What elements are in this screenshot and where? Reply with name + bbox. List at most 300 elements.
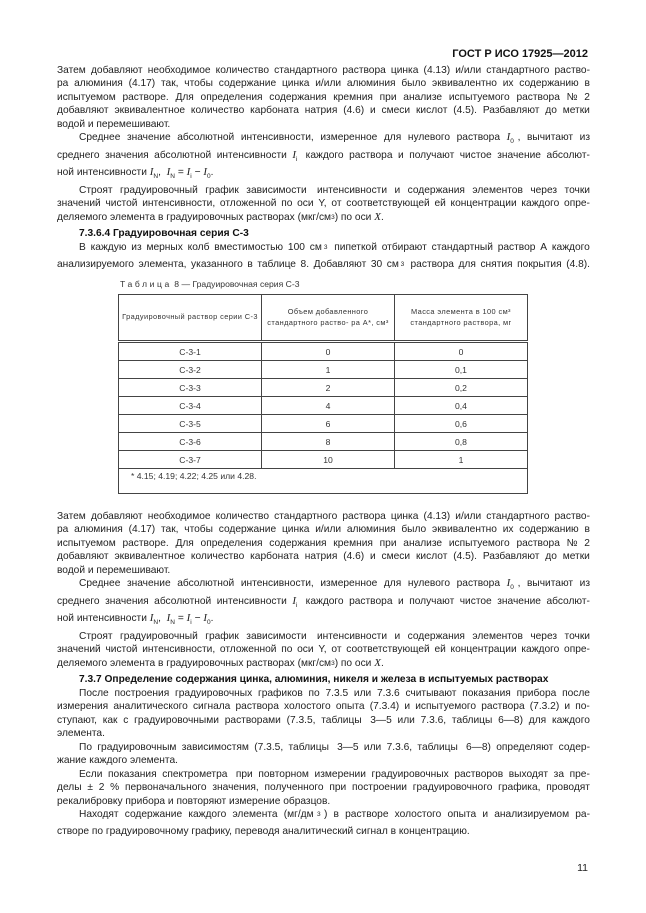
word: и [370, 105, 379, 117]
variable: I [203, 166, 208, 179]
text-line [57, 795, 590, 808]
word: колб [187, 241, 213, 253]
text-line [57, 510, 590, 523]
word: смеси [381, 551, 413, 563]
word: построения [114, 687, 173, 699]
word: эквивалентное [114, 105, 188, 117]
word: чистой [105, 198, 141, 210]
word: абсолютной [154, 149, 215, 161]
word: делы [57, 782, 85, 794]
word: за [553, 768, 567, 780]
text-run: . [210, 613, 214, 625]
variable: I [186, 166, 191, 179]
variable: I [506, 131, 511, 144]
word: интенсивности [316, 630, 390, 642]
word: опыта [447, 809, 480, 820]
text-line [57, 64, 590, 77]
word: с [123, 714, 132, 726]
word: для [383, 132, 405, 144]
variable: X [374, 210, 381, 223]
word: растворе. [122, 91, 172, 103]
variable: I [506, 577, 511, 590]
word: градуировочный [120, 184, 201, 196]
word: каждую [90, 241, 130, 253]
word: Добавляют [313, 258, 370, 270]
math-symbol [507, 577, 514, 594]
word: из [579, 132, 590, 144]
word: от [331, 198, 345, 210]
word: Строят [79, 184, 116, 196]
word: было [401, 78, 430, 90]
word: А [540, 241, 550, 253]
word: градуировочными [134, 714, 222, 726]
word: показания [108, 768, 160, 780]
word: спектрометра [162, 768, 234, 780]
word: количество [190, 551, 248, 563]
text-run: . [380, 657, 384, 669]
word: концентрации [450, 198, 520, 210]
word: измерения [57, 701, 112, 713]
word: интенсивности, [142, 198, 218, 210]
word: и [394, 630, 404, 642]
word: зависимостям [181, 741, 252, 753]
word: опыта [335, 701, 368, 713]
word: каждого [551, 714, 590, 726]
word: получают [409, 149, 458, 161]
word: интенсивности, [142, 644, 218, 656]
word: 2 [584, 537, 590, 549]
word: цинка [281, 78, 313, 90]
superscript: 3 [331, 659, 335, 667]
variable: I [166, 612, 171, 625]
table-cell: 1 [262, 361, 395, 379]
variable: I [186, 612, 191, 625]
word: содержание [218, 78, 279, 90]
word: аналитического [113, 701, 191, 713]
word: как [102, 714, 121, 726]
math-symbol [401, 258, 405, 275]
table-cell: 0,1 [395, 361, 528, 379]
word: содержание [124, 809, 185, 820]
word: стандартного [486, 65, 553, 76]
table-header-row [119, 295, 528, 342]
word [300, 149, 303, 166]
word: чистое [459, 595, 495, 607]
word: раствора [235, 701, 282, 713]
text-run: − [191, 613, 204, 625]
word: (4.6) [343, 551, 367, 563]
word: оси [297, 644, 317, 656]
subscript: i [190, 173, 192, 181]
word: нулевого [407, 578, 453, 590]
section-heading: 7.3.7 Определение содержания цинка, алюминия, никеля и железа в испытуемых растворах [79, 674, 549, 686]
table-cell: 4 [262, 397, 395, 415]
word: анализе [403, 91, 445, 103]
word: (4.13) [423, 65, 453, 76]
word: раствора [456, 578, 503, 590]
word: абсолют- [546, 595, 590, 607]
word: добавляют [90, 511, 146, 522]
word: для [458, 258, 479, 270]
word: эквивалентно [432, 524, 500, 536]
word: из [131, 241, 145, 253]
math-symbol [150, 612, 158, 629]
word: Y, [318, 198, 330, 210]
word: 3—5 [370, 714, 395, 726]
text-line [57, 657, 590, 674]
word: измеренное [320, 132, 381, 144]
word: считывают [405, 687, 460, 699]
word: цинка [281, 524, 313, 536]
word: испытуемом [57, 537, 119, 549]
word: градуировочных [175, 687, 256, 699]
text-line [57, 630, 590, 643]
word: так, [160, 524, 182, 536]
subscript: i [296, 601, 298, 609]
word: алюминия [74, 524, 126, 536]
word: анализируемого [57, 258, 137, 270]
word: абсолютной [177, 132, 238, 144]
word: , [517, 578, 524, 590]
word: для [383, 578, 405, 590]
word: (4.6) [343, 105, 367, 117]
word: ра [57, 78, 72, 90]
word: ступают, [57, 714, 100, 726]
table-caption-label: Таблица [120, 279, 172, 289]
word: анализе [403, 537, 445, 549]
math-symbol [203, 166, 210, 183]
subscript: 0 [510, 584, 514, 592]
text-run: водой и перемешивают. [57, 564, 171, 576]
word: нулевого [407, 132, 453, 144]
word: холостого [394, 809, 445, 820]
word: растворе [345, 809, 392, 820]
word: отбирают [381, 241, 430, 253]
word: градуировочного [412, 782, 496, 794]
table-caption-text: 8 — Градуировочная серия С-3 [171, 279, 300, 289]
word: абсолют- [546, 149, 590, 161]
word: градуировочным [97, 741, 180, 753]
word: для [528, 714, 549, 726]
word: По [79, 741, 95, 753]
word: содер- [558, 741, 590, 753]
word: 8. [300, 258, 312, 270]
text-run: , [158, 167, 167, 179]
word: 30 [370, 258, 385, 270]
word: количество [190, 105, 248, 117]
text-line [57, 118, 590, 131]
text-run: . [380, 211, 384, 223]
word: концентрации [450, 644, 520, 656]
word: содержания [407, 630, 468, 642]
table-cell: С-3-3 [119, 379, 262, 397]
word: среднего [57, 595, 103, 607]
word: цинка [390, 65, 422, 76]
math-symbol [317, 808, 321, 825]
word: значений [57, 644, 104, 656]
word: натрия [304, 551, 341, 563]
word: раство- [554, 65, 590, 76]
word: Затем [57, 511, 89, 522]
text-line [57, 258, 590, 275]
word: элементов [472, 630, 526, 642]
table-cell: 1 [395, 451, 528, 469]
word: цинка [390, 511, 422, 522]
word: (7.3.2) [529, 701, 563, 713]
word: определяют [496, 741, 557, 753]
word: от [331, 644, 345, 656]
word: было [401, 524, 430, 536]
table-row [119, 415, 528, 433]
word: содержание [218, 524, 279, 536]
text-run: . [210, 167, 214, 179]
table-cell: 0,2 [395, 379, 528, 397]
table-cell: С-3-5 [119, 415, 262, 433]
word: раствор [497, 241, 539, 253]
math-symbol [292, 149, 297, 166]
word: при [235, 768, 256, 780]
text-line [57, 91, 590, 104]
document-header: ГОСТ Р ИСО 17925—2012 [452, 48, 588, 60]
text-line [57, 687, 590, 700]
text-line [57, 700, 590, 713]
word: и [564, 701, 573, 713]
word: ра- [575, 809, 590, 820]
math-symbol [167, 612, 175, 629]
word: метки [562, 551, 590, 563]
word: таблицы [288, 741, 335, 753]
text-line [57, 241, 590, 258]
text-line [57, 184, 590, 197]
text-line [57, 612, 590, 629]
word: интенсивности, [240, 132, 317, 144]
word: 7.3.5 [325, 687, 351, 699]
text-line [57, 808, 590, 825]
word: при [379, 91, 400, 103]
text-line [57, 523, 590, 536]
text-run: , [158, 613, 167, 625]
table-footnote-row [119, 469, 528, 494]
variable: I [292, 594, 297, 607]
column-header: Масса элемента в 100 см³ стандартного раствора, мг [395, 295, 528, 342]
text-line [57, 727, 590, 740]
word: снятия [480, 258, 516, 270]
variable: I [166, 166, 171, 179]
text-run: = [175, 167, 187, 179]
word: интенсивности [216, 149, 290, 161]
word: кислот [415, 105, 451, 117]
word: каждого [521, 198, 563, 210]
word: элемента [232, 809, 281, 820]
word: повторном [258, 768, 312, 780]
word: (4.5). [453, 551, 480, 563]
text-line [57, 166, 590, 183]
text-run: = [175, 613, 187, 625]
superscript: 3 [331, 213, 335, 221]
word: указанного [191, 258, 246, 270]
word: карбоната [250, 551, 302, 563]
word: вместимостью [214, 241, 286, 253]
word: так, [160, 78, 182, 90]
word: и/или [455, 65, 484, 76]
word: каждого [305, 149, 347, 161]
word: построении [352, 782, 410, 794]
subscript: 0 [207, 173, 211, 181]
word: чтобы [184, 78, 216, 90]
word: раствора [342, 65, 389, 76]
word: (7.3.5, [286, 714, 319, 726]
word: 100 [287, 241, 308, 253]
table-cell: С-3-1 [119, 342, 262, 361]
table-row [119, 451, 528, 469]
math-symbol [374, 657, 381, 674]
word: 7.3.6 [377, 687, 403, 699]
table-cell: 8 [262, 433, 395, 451]
word: абсолютной [177, 578, 238, 590]
word: растворе. [122, 537, 172, 549]
word: и/или [315, 78, 344, 90]
word: интенсивности [216, 595, 290, 607]
word: соответствующей [346, 644, 433, 656]
word: раствора [516, 91, 563, 103]
word: чистой [105, 644, 141, 656]
word: и [397, 595, 407, 607]
word: алюминия [346, 524, 399, 536]
table-caption [120, 279, 300, 289]
word: значений [57, 198, 104, 210]
table-cell: 10 [262, 451, 395, 469]
word: до [545, 551, 560, 563]
text-run: деляемого элемента в градуировочных растворах (мкг/см [57, 211, 332, 223]
word: элемента, [138, 258, 190, 270]
word: оси [297, 198, 317, 210]
superscript: 3 [316, 811, 321, 818]
subscript: N [170, 173, 175, 181]
word [329, 241, 332, 258]
word: по [308, 687, 323, 699]
text-line [57, 595, 590, 612]
word: или [353, 687, 375, 699]
word: среднего [57, 149, 103, 161]
word: Для [175, 537, 197, 549]
word: Затем [57, 65, 89, 76]
word: чтобы [184, 524, 216, 536]
word: при [379, 537, 400, 549]
word: полученного [264, 782, 327, 794]
word: см [309, 241, 322, 253]
word: алюминия [346, 78, 399, 90]
word: раствора [349, 595, 396, 607]
word: Разбавляют [482, 551, 543, 563]
word: № [566, 537, 581, 549]
table-cell: 6 [262, 415, 395, 433]
word: ей [434, 198, 449, 210]
word: и [370, 551, 379, 563]
math-symbol [507, 131, 514, 148]
superscript: 3 [323, 243, 328, 251]
word: 6—8) [498, 714, 526, 726]
word: график [205, 630, 242, 642]
word: стандартного [274, 511, 341, 522]
word: алюминия [74, 78, 126, 90]
table-cell: С-3-2 [119, 361, 262, 379]
word: определения [200, 537, 266, 549]
text-block-2 [57, 510, 590, 838]
text-run: ) по оси [334, 211, 375, 223]
word: (4.13) [423, 511, 453, 522]
word: вычитают [527, 578, 576, 590]
word: испытуемого [448, 91, 513, 103]
word: определения [200, 91, 266, 103]
table-cell: 0,4 [395, 397, 528, 415]
text-run: ) по оси [334, 657, 375, 669]
word: ей [434, 644, 449, 656]
word: градуировочных [371, 768, 452, 780]
word: количество [215, 511, 272, 522]
text-line [57, 131, 590, 148]
word: необходимое [147, 65, 214, 76]
table-row [119, 433, 528, 451]
math-symbol [374, 211, 381, 228]
text-line [57, 197, 590, 210]
text-block-1 [57, 64, 590, 275]
word: и [397, 149, 407, 161]
word: график [205, 184, 242, 196]
word: смеси [381, 105, 413, 117]
word: значения, [212, 782, 262, 794]
word: испытуемого [448, 537, 513, 549]
word: отложенной [219, 644, 280, 656]
subscript: 0 [510, 138, 514, 146]
word: 3—5 [337, 741, 362, 753]
word: пре- [569, 768, 590, 780]
page-number: 11 [577, 862, 588, 874]
table-cell: 0 [395, 342, 528, 361]
variable: X [374, 656, 381, 669]
word: Разбавляют [482, 105, 543, 117]
word: холостого [284, 701, 334, 713]
text-line [57, 825, 590, 838]
word: таблице [257, 258, 299, 270]
word: таблицы [451, 714, 496, 726]
subscript: i [296, 155, 298, 163]
word: через [530, 630, 560, 642]
word: измеренное [320, 578, 381, 590]
word: в [584, 78, 590, 90]
word: зависимости [246, 184, 313, 196]
word: значение [497, 149, 544, 161]
text-run: ной интенсивности [57, 167, 150, 179]
word: каждого [551, 241, 590, 253]
word: значение [497, 595, 544, 607]
word: опре- [564, 198, 590, 210]
text-run: − [191, 167, 204, 179]
word: содержания [269, 537, 330, 549]
word: раствора [456, 132, 503, 144]
word: значение [126, 132, 174, 144]
word: в [584, 524, 590, 536]
word: Среднее [79, 132, 124, 144]
word: их [502, 524, 517, 536]
table-cell: С-3-6 [119, 433, 262, 451]
word: (4.17) [128, 524, 159, 536]
word: получают [409, 595, 458, 607]
table-cell: 2 [262, 379, 395, 397]
word: содержания [407, 184, 468, 196]
text-line [57, 781, 590, 794]
table-footnote: * 4.15; 4.19; 4.22; 4.25 или 4.28. [119, 469, 528, 494]
section-heading: 7.3.6.4 Градуировочная серия С-3 [79, 228, 249, 240]
